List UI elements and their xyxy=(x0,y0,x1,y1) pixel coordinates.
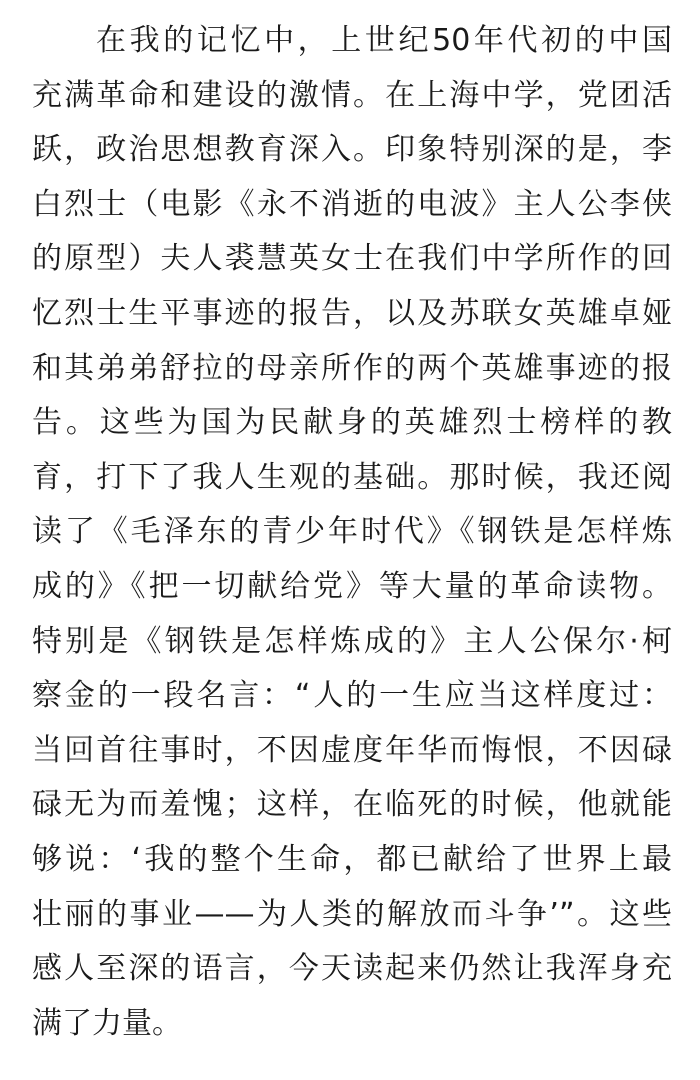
text-line-12: 特别是《钢铁是怎样炼成的》主人公保尔·柯 xyxy=(32,623,672,659)
text-line-9: 育，打下了我人生观的基础。那时候，我还阅 xyxy=(32,459,672,495)
text-line-8: 告。这些为国为民献身的英雄烈士榜样的教 xyxy=(32,405,672,441)
text-line-2: 充满革命和建设的激情。在上海中学，党团活 xyxy=(32,77,672,113)
article-body xyxy=(32,14,672,1051)
text-line-13: 察金的一段名言：“人的一生应当这样度过： xyxy=(32,678,672,714)
text-line-15: 碌无为而羞愧；这样，在临死的时候，他就能 xyxy=(32,787,672,823)
text-line-17: 壮丽的事业——为人类的解放而斗争’”。这些 xyxy=(32,896,672,932)
text-line-19: 满了力量。 xyxy=(32,1005,182,1041)
text-line-16: 够说：‘我的整个生命，都已献给了世界上最 xyxy=(32,841,672,877)
text-line-18: 感人至深的语言，今天读起来仍然让我浑身充 xyxy=(32,951,672,987)
text-line-7: 和其弟弟舒拉的母亲所作的两个英雄事迹的报 xyxy=(32,350,672,386)
text-line-3: 跃，政治思想教育深入。印象特别深的是，李 xyxy=(32,132,672,168)
text-line-10: 读了《毛泽东的青少年时代》《钢铁是怎样炼 xyxy=(32,514,672,550)
text-line-4: 白烈士（电影《永不消逝的电波》主人公李侠 xyxy=(32,186,672,222)
text-line-11: 成的》《把一切献给党》等大量的革命读物。 xyxy=(32,568,672,604)
text-line-1: 在我的记忆中，上世纪50年代初的中国 xyxy=(96,23,672,58)
text-line-5: 的原型）夫人裘慧英女士在我们中学所作的回 xyxy=(32,241,672,277)
text-line-6: 忆烈士生平事迹的报告，以及苏联女英雄卓娅 xyxy=(32,295,672,331)
text-line-14: 当回首往事时，不因虚度年华而悔恨，不因碌 xyxy=(32,732,672,768)
